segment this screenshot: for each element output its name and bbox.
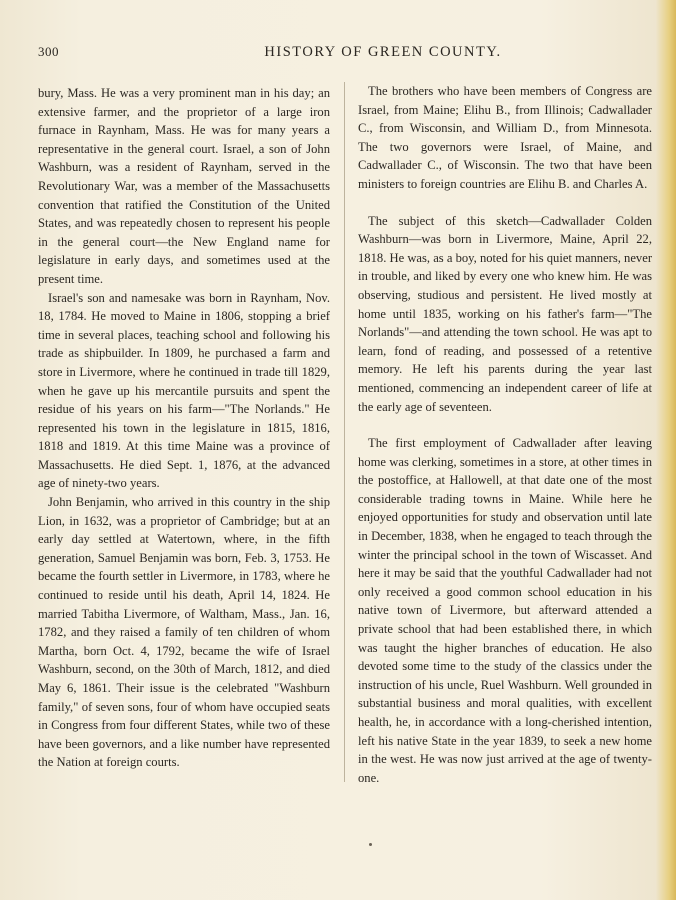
right-column <box>358 82 652 805</box>
paragraph: The first employment of Cadwallader after leaving home was clerking, sometimes in a store, at other times in the postoffice, at Hallowell, at that date one of the most considerable trading towns in Maine. While here he enjoyed opportunities for study and observation until late in December, 1838, when he engaged to teach through the winter the principal school in the town of Wiscasset. And here it may be said that the youthful Cadwallader had not only received a good common school education in his native town of Livermore, but afterward attended a private school that had been established there, in which was taught the higher branches of education. He also devoted some time to the study of the classics under the instruction of his uncle, Ruel Washburn. Well grounded in substantial business and moral qualities, with excellent health, he, in accordance with a long-cherished intention, left his native State in the year 1839, to seek a new home in the west. He was now just arrived at the age of twenty-one. <box>358 436 652 785</box>
paragraph: Israel's son and namesake was born in Raynham, Nov. 18, 1784. He moved to Maine in 1806, stopping a brief time in several places, teaching school and following his trade as shipbuilder. In 1809, he purchased a farm and store in Livermore, where he continued in trade till 1829, when he gave up his mercantile pursuits and spent the residue of his years on his farm—"The Norlands." He represented his town in the legislature in 1815, 1816, 1818 and 1819. At this time Maine was a province of Massachusetts. He died Sept. 1, 1876, at the advanced age of ninety-two years. <box>38 290 330 491</box>
column-divider <box>344 82 345 782</box>
page-header <box>38 44 640 64</box>
page-number: 300 <box>38 44 59 59</box>
running-head: HISTORY OF GREEN COUNTY. <box>264 44 502 60</box>
paragraph: The brothers who have been members of Congress are Israel, from Maine; Elihu B., from Illinois; Cadwallader C., from Wisconsin, and William D., from Minnesota. The two governors were Israel, of Maine, and Cadwallader C., of Wisconsin. The two that have been ministers to foreign countries are Elihu B. and Charles A. <box>358 84 652 191</box>
paragraph: The subject of this sketch—Cadwallader Colden Washburn—was born in Livermore, Maine, April 22, 1818. He was, as a boy, noted for his quiet manners, never in trouble, and liked by every one who knew him. He was observing, studious and persistent. He lived mostly at home until 1835, working on his father's farm—"The Norlands"—and attending the town school. He was apt to learn, fond of reading, and possessed of a retentive memory. He left his parents during the year last mentioned, commencing an independent career of life at the early age of seventeen. <box>358 213 653 414</box>
paragraph: bury, Mass. He was a very prominent man in his day; an extensive farmer, and the proprietor of a large iron furnace in Raynham, Mass. He was for many years a representative in the general court. Israel, a son of John Washburn, was a resident of Raynham, served in the Revolutionary War, was a member of the Massachusetts convention that ratified the Constitution of the United States, and was repeatedly chosen to represent his people in the general court—the New England name for legislature in early days, and sometimes used at the present time. <box>38 86 330 286</box>
left-column <box>38 84 330 772</box>
ink-speck <box>369 843 372 846</box>
paragraph: John Benjamin, who arrived in this country in the ship Lion, in 1632, was a proprietor of Cambridge; but at an early day settled at Watertown, where, in the fifth generation, Samuel Benjamin was born, Feb. 3, 1753. He became the fourth settler in Livermore, in 1783, where he continued to reside until his death, April 14, 1824. He married Tabitha Livermore, of Waltham, Mass., Jan. 16, 1782, and they raised a family of ten children of whom Martha, born Oct. 4, 1792, became the wife of Israel Washburn, second, on the 30th of March, 1812, and died May 6, 1861. Their issue is the celebrated "Washburn family," of seven sons, four of whom have occupied seats in Congress from four different States, while two of these have been governors, and a like number have represented the Nation at foreign courts. <box>38 495 330 770</box>
